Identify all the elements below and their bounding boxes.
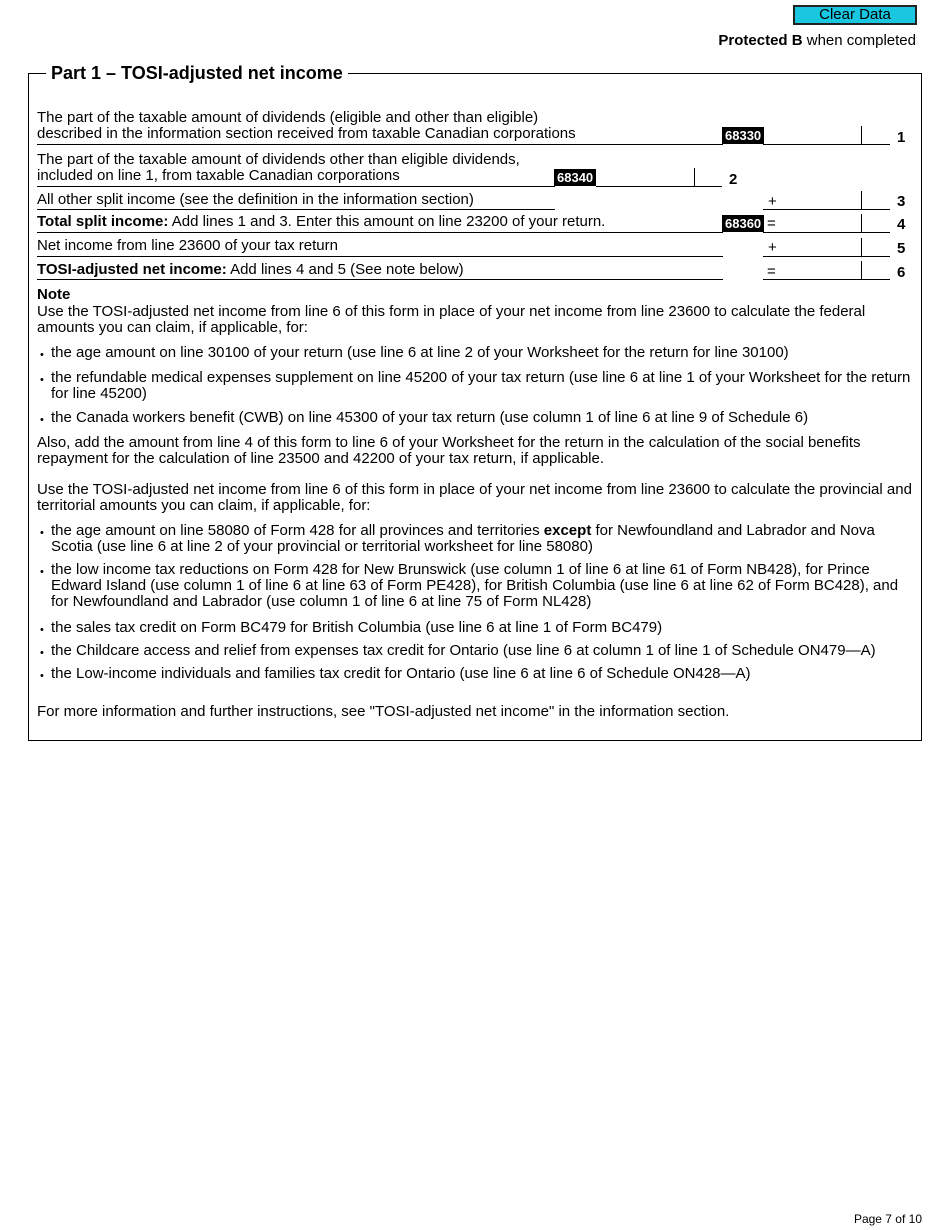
federal-bullet-1-text: the age amount on line 30100 of your return (use line 6 at line 2 of your Worksheet for the return for line 30100): [51, 344, 789, 361]
line1-amount-field[interactable]: [763, 144, 890, 145]
prov-bullet-4-text: the Childcare access and relief from expenses tax credit for Ontario (use line 6 at column 1 of line 1 of Schedule ON479—A): [51, 642, 876, 659]
line3-cents-divider: [861, 191, 862, 209]
line6-number: 6: [897, 264, 906, 281]
prov-bullet-2-text: the low income tax reductions on Form 428 for New Brunswick (use column 1 of line 6 at line 61 of Form NB428), for Prince Edward Island (use column 1 of line 6 at line 63 of Form PE428), for British Columbia (use line 6 at line 62 of Form BC428), and for Newfoundland and Labrador (use column 1 of line 6 at line 75 of Form NL428): [51, 561, 899, 610]
line5-plus: +: [768, 239, 777, 256]
prov-bullet-5-text: the Low-income individuals and families tax credit for Ontario (use line 6 at line 6 of Schedule ON428—A): [51, 665, 751, 682]
code-68360: 68360: [722, 215, 764, 232]
line3-amount-field[interactable]: [763, 209, 890, 210]
line3-underline: [37, 209, 555, 210]
line2-cents-divider: [694, 168, 695, 186]
prov-bullet-3: [40, 620, 915, 636]
line4-equals: =: [767, 215, 776, 232]
bullet-dot: •: [40, 527, 44, 539]
line3-plus: +: [768, 193, 777, 210]
federal-bullet-3: [40, 410, 915, 426]
line6-cents-divider: [861, 261, 862, 279]
line1-cents-divider: [861, 126, 862, 144]
line2-text-a: The part of the taxable amount of dividends other than eligible dividends,: [37, 151, 520, 168]
bullet-dot: •: [40, 670, 44, 682]
protected-rest: when completed: [802, 32, 916, 49]
bullet-dot: •: [40, 566, 44, 578]
line2-text-b: included on line 1, from taxable Canadian corporations: [37, 167, 400, 184]
line6-equals: =: [767, 263, 776, 280]
protected-b: Protected B: [718, 32, 803, 49]
federal-bullet-1: [40, 345, 915, 361]
clear-data-button[interactable]: Clear Data: [793, 5, 917, 25]
line6-text: [37, 262, 464, 278]
prov-bullet-1: [40, 523, 915, 555]
note-intro-provincial: Use the TOSI-adjusted net income from line 6 of this form in place of your net income from line 23600 to calculate the provincial and territorial amounts you can claim, if applicable, for:: [37, 481, 912, 514]
part1-title: Part 1 – TOSI-adjusted net income: [46, 63, 348, 84]
line1-text-a: The part of the taxable amount of dividends (eligible and other than eligible): [37, 109, 539, 126]
code-68330: 68330: [722, 127, 764, 144]
line4-number: 4: [897, 216, 906, 233]
prov-bullet-1-text-a: the age amount on line 58080 of Form 428 for all provinces and territories: [51, 522, 544, 539]
note-more-info: For more information and further instructions, see "TOSI-adjusted net income" in the information section.: [37, 703, 730, 720]
line2-amount-field[interactable]: [596, 186, 722, 187]
federal-bullet-2: [40, 370, 915, 402]
line5-text: Net income from line 23600 of your tax return: [37, 237, 338, 254]
bullet-dot: •: [40, 374, 44, 386]
line2-number: 2: [729, 171, 738, 188]
prov-bullet-5: [40, 666, 915, 682]
line5-amount-field[interactable]: [763, 256, 890, 257]
prov-bullet-1-text-b: for Newfoundland and Labrador and Nova Scotia (use line 6 at line 2 of your provincial or territorial worksheet for line 58080): [51, 522, 875, 555]
page-number: Page 7 of 10: [853, 1212, 922, 1226]
code-68340: 68340: [554, 169, 596, 186]
prov-bullet-4: [40, 643, 915, 659]
federal-bullet-3-text: the Canada workers benefit (CWB) on line 45300 of your tax return (use column 1 of line 6 at line 9 of Schedule 6): [51, 409, 809, 426]
protected-label: [718, 32, 916, 49]
prov-bullet-3-text: the sales tax credit on Form BC479 for British Columbia (use line 6 at line 1 of Form BC479): [51, 619, 663, 636]
federal-bullet-2-text: the refundable medical expenses supplement on line 45200 of your tax return (use line 6 at line 1 of your Worksheet for the return for line 45200): [51, 369, 911, 402]
prov-bullet-1-except: except: [543, 522, 592, 539]
bullet-dot: •: [40, 624, 44, 636]
line1-number: 1: [897, 129, 906, 146]
line4-amount-field[interactable]: [763, 232, 890, 233]
line2-underline: [37, 186, 555, 187]
line4-bold: Total split income:: [37, 213, 169, 230]
line6-amount-field[interactable]: [763, 279, 890, 280]
line3-number: 3: [897, 193, 906, 210]
line6-rest: Add lines 4 and 5 (See note below): [226, 261, 464, 278]
prov-bullet-2: [40, 562, 915, 610]
line4-underline: [37, 232, 723, 233]
line1-underline: [37, 144, 723, 145]
note-also: Also, add the amount from line 4 of this form to line 6 of your Worksheet for the return in the calculation of the social benefits repayment for the calculation of line 23500 and 42200 of your tax return, if applicable.: [37, 434, 861, 467]
line6-underline: [37, 279, 723, 280]
line4-cents-divider: [861, 214, 862, 232]
line1-text-b: described in the information section received from taxable Canadian corporations: [37, 125, 576, 142]
bullet-dot: •: [40, 414, 44, 426]
line3-text: All other split income (see the definition in the information section): [37, 191, 474, 208]
bullet-dot: •: [40, 647, 44, 659]
line5-underline: [37, 256, 723, 257]
line6-bold: TOSI-adjusted net income:: [37, 261, 227, 278]
line4-text: [37, 214, 605, 230]
bullet-dot: •: [40, 349, 44, 361]
line5-cents-divider: [861, 238, 862, 256]
note-heading: Note: [37, 286, 71, 303]
line4-rest: Add lines 1 and 3. Enter this amount on line 23200 of your return.: [168, 213, 606, 230]
note-intro-federal: Use the TOSI-adjusted net income from line 6 of this form in place of your net income from line 23600 to calculate the federal amounts you can claim, if applicable, for:: [37, 303, 866, 336]
line5-number: 5: [897, 240, 906, 257]
